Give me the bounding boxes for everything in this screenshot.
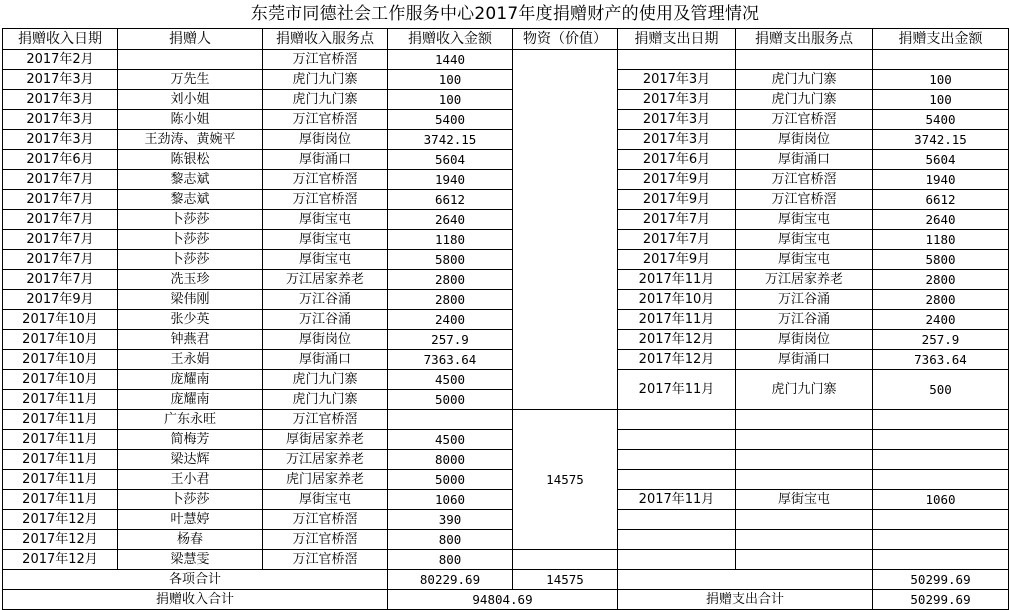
in-date-cell: 2017年12月 (3, 510, 118, 530)
in-date-cell: 2017年11月 (3, 490, 118, 510)
out-date-cell: 2017年6月 (618, 150, 736, 170)
donor-cell: 黎志斌 (118, 190, 263, 210)
donor-cell: 叶慧婷 (118, 510, 263, 530)
in-amount-cell: 6612 (388, 190, 513, 210)
out-amount-cell: 2800 (873, 290, 1009, 310)
in-date-cell: 2017年3月 (3, 130, 118, 150)
out-date-cell (618, 430, 736, 450)
donor-cell: 刘小姐 (118, 90, 263, 110)
out-date-cell (618, 530, 736, 550)
donor-cell: 陈银松 (118, 150, 263, 170)
in-amount-cell: 800 (388, 530, 513, 550)
in-date-cell: 2017年11月 (3, 450, 118, 470)
table-row (3, 270, 1009, 290)
in-amount-cell: 1060 (388, 490, 513, 510)
goods-cell (513, 550, 618, 570)
in-site-cell: 万江官桥滘 (263, 50, 388, 70)
table-row (3, 550, 1009, 570)
out-amount-cell: 2800 (873, 270, 1009, 290)
donor-cell: 王永娟 (118, 350, 263, 370)
donor-cell: 卜莎莎 (118, 230, 263, 250)
donor-cell: 梁伟刚 (118, 290, 263, 310)
subtotal-row (3, 570, 1009, 590)
in-site-cell: 万江官桥滘 (263, 530, 388, 550)
in-amount-cell: 5604 (388, 150, 513, 170)
header-row (3, 29, 1009, 50)
out-site-cell (736, 550, 873, 570)
in-site-cell: 厚街宝屯 (263, 490, 388, 510)
out-amount-cell: 6612 (873, 190, 1009, 210)
out-date-cell: 2017年7月 (618, 210, 736, 230)
in-amount-cell: 5000 (388, 390, 513, 410)
out-site-cell: 万江官桥滘 (736, 190, 873, 210)
out-site-cell: 虎门九门寨 (736, 370, 873, 410)
header-in-date: 捐赠收入日期 (3, 29, 118, 50)
out-site-cell: 厚街宝屯 (736, 210, 873, 230)
in-date-cell: 2017年6月 (3, 150, 118, 170)
table-row (3, 450, 1009, 470)
out-amount-cell (873, 50, 1009, 70)
table-row (3, 70, 1009, 90)
out-date-cell: 2017年3月 (618, 70, 736, 90)
in-date-cell: 2017年3月 (3, 110, 118, 130)
in-site-cell: 虎门九门寨 (263, 70, 388, 90)
table-row (3, 330, 1009, 350)
in-amount-cell: 8000 (388, 450, 513, 470)
in-amount-cell: 5000 (388, 470, 513, 490)
out-amount-cell: 2400 (873, 310, 1009, 330)
out-site-cell: 万江官桥滘 (736, 170, 873, 190)
donor-cell: 庞耀南 (118, 370, 263, 390)
donor-cell: 王小君 (118, 470, 263, 490)
table-row (3, 310, 1009, 330)
in-amount-cell: 2800 (388, 270, 513, 290)
in-date-cell: 2017年11月 (3, 410, 118, 430)
out-date-cell (618, 450, 736, 470)
out-site-cell (736, 430, 873, 450)
in-site-cell: 虎门居家养老 (263, 470, 388, 490)
out-amount-cell: 5800 (873, 250, 1009, 270)
out-date-cell: 2017年11月 (618, 490, 736, 510)
in-date-cell: 2017年11月 (3, 470, 118, 490)
in-site-cell: 厚街宝屯 (263, 210, 388, 230)
donor-cell: 广东永旺 (118, 410, 263, 430)
table-row (3, 250, 1009, 270)
out-site-cell (736, 530, 873, 550)
donor-cell: 钟燕君 (118, 330, 263, 350)
out-site-cell (736, 410, 873, 430)
in-site-cell: 厚街岗位 (263, 130, 388, 150)
subtotal-goods: 14575 (513, 570, 618, 590)
out-site-cell: 厚街岗位 (736, 330, 873, 350)
in-amount-cell: 2400 (388, 310, 513, 330)
in-site-cell: 虎门九门寨 (263, 370, 388, 390)
table-row (3, 370, 1009, 390)
in-date-cell: 2017年7月 (3, 190, 118, 210)
out-amount-cell: 5604 (873, 150, 1009, 170)
header-out-site: 捐赠支出服务点 (736, 29, 873, 50)
in-date-cell: 2017年7月 (3, 210, 118, 230)
table-row (3, 170, 1009, 190)
out-amount-cell: 1180 (873, 230, 1009, 250)
out-site-cell: 厚街宝屯 (736, 490, 873, 510)
subtotal-blank (618, 570, 873, 590)
header-out-date: 捐赠支出日期 (618, 29, 736, 50)
out-date-cell (618, 50, 736, 70)
in-amount-cell: 3742.15 (388, 130, 513, 150)
goods-cell (513, 50, 618, 410)
donor-cell: 卜莎莎 (118, 250, 263, 270)
in-date-cell: 2017年3月 (3, 90, 118, 110)
donor-cell: 梁达辉 (118, 450, 263, 470)
in-date-cell: 2017年7月 (3, 230, 118, 250)
out-amount-cell (873, 530, 1009, 550)
table-row (3, 510, 1009, 530)
grand-total-out-label: 捐赠支出合计 (618, 590, 873, 610)
subtotal-label: 各项合计 (3, 570, 388, 590)
in-date-cell: 2017年10月 (3, 310, 118, 330)
in-date-cell: 2017年12月 (3, 530, 118, 550)
out-date-cell: 2017年9月 (618, 170, 736, 190)
in-site-cell: 万江官桥滘 (263, 110, 388, 130)
out-amount-cell: 100 (873, 70, 1009, 90)
donor-cell: 简梅芳 (118, 430, 263, 450)
out-date-cell (618, 510, 736, 530)
out-site-cell (736, 510, 873, 530)
in-site-cell: 厚街居家养老 (263, 430, 388, 450)
in-date-cell: 2017年11月 (3, 430, 118, 450)
in-amount-cell: 1180 (388, 230, 513, 250)
in-date-cell: 2017年9月 (3, 290, 118, 310)
table-row (3, 490, 1009, 510)
out-date-cell: 2017年11月 (618, 310, 736, 330)
table-row (3, 430, 1009, 450)
out-date-cell: 2017年3月 (618, 110, 736, 130)
donor-cell: 冼玉珍 (118, 270, 263, 290)
table-row (3, 350, 1009, 370)
out-date-cell: 2017年3月 (618, 90, 736, 110)
table-row (3, 410, 1009, 430)
out-date-cell (618, 410, 736, 430)
donor-cell: 庞耀南 (118, 390, 263, 410)
in-date-cell: 2017年10月 (3, 330, 118, 350)
in-date-cell: 2017年7月 (3, 250, 118, 270)
in-amount-cell (388, 410, 513, 430)
in-date-cell: 2017年3月 (3, 70, 118, 90)
out-site-cell: 万江官桥滘 (736, 110, 873, 130)
out-site-cell: 虎门九门寨 (736, 70, 873, 90)
grand-total-out-value: 50299.69 (873, 590, 1009, 610)
out-site-cell (736, 470, 873, 490)
header-in-amount: 捐赠收入金额 (388, 29, 513, 50)
donor-cell: 陈小姐 (118, 110, 263, 130)
out-date-cell: 2017年3月 (618, 130, 736, 150)
table-row (3, 470, 1009, 490)
grand-total-row (3, 590, 1009, 610)
in-site-cell: 万江居家养老 (263, 270, 388, 290)
donor-cell: 梁慧雯 (118, 550, 263, 570)
out-date-cell: 2017年7月 (618, 230, 736, 250)
out-site-cell: 厚街涌口 (736, 350, 873, 370)
table-row (3, 110, 1009, 130)
out-amount-cell: 2640 (873, 210, 1009, 230)
in-amount-cell: 800 (388, 550, 513, 570)
donation-table (2, 28, 1009, 610)
in-amount-cell: 257.9 (388, 330, 513, 350)
in-date-cell: 2017年2月 (3, 50, 118, 70)
in-site-cell: 厚街涌口 (263, 150, 388, 170)
table-row (3, 230, 1009, 250)
in-site-cell: 厚街宝屯 (263, 250, 388, 270)
in-amount-cell: 100 (388, 70, 513, 90)
in-site-cell: 厚街岗位 (263, 330, 388, 350)
in-site-cell: 万江居家养老 (263, 450, 388, 470)
in-amount-cell: 7363.64 (388, 350, 513, 370)
in-amount-cell: 5400 (388, 110, 513, 130)
in-site-cell: 万江官桥滘 (263, 510, 388, 530)
table-row (3, 50, 1009, 70)
in-amount-cell: 5800 (388, 250, 513, 270)
subtotal-out-amount: 50299.69 (873, 570, 1009, 590)
table-row (3, 90, 1009, 110)
donor-cell: 卜莎莎 (118, 490, 263, 510)
out-amount-cell: 500 (873, 370, 1009, 410)
in-amount-cell: 1440 (388, 50, 513, 70)
out-site-cell (736, 450, 873, 470)
in-site-cell: 万江谷涌 (263, 290, 388, 310)
in-amount-cell: 4500 (388, 370, 513, 390)
out-amount-cell: 257.9 (873, 330, 1009, 350)
donor-cell: 张少英 (118, 310, 263, 330)
in-site-cell: 万江谷涌 (263, 310, 388, 330)
in-date-cell: 2017年11月 (3, 390, 118, 410)
out-amount-cell: 1940 (873, 170, 1009, 190)
donor-cell: 杨春 (118, 530, 263, 550)
donor-cell: 万先生 (118, 70, 263, 90)
out-amount-cell (873, 430, 1009, 450)
header-out-amount: 捐赠支出金额 (873, 29, 1009, 50)
in-date-cell: 2017年7月 (3, 170, 118, 190)
header-donor: 捐赠人 (118, 29, 263, 50)
in-amount-cell: 4500 (388, 430, 513, 450)
out-site-cell: 厚街宝屯 (736, 230, 873, 250)
in-amount-cell: 1940 (388, 170, 513, 190)
table-row (3, 530, 1009, 550)
in-amount-cell: 2640 (388, 210, 513, 230)
out-site-cell: 厚街宝屯 (736, 250, 873, 270)
in-amount-cell: 100 (388, 90, 513, 110)
out-site-cell: 虎门九门寨 (736, 90, 873, 110)
in-site-cell: 万江官桥滘 (263, 170, 388, 190)
out-date-cell (618, 470, 736, 490)
table-row (3, 150, 1009, 170)
out-date-cell: 2017年11月 (618, 270, 736, 290)
out-date-cell: 2017年12月 (618, 330, 736, 350)
out-date-cell: 2017年10月 (618, 290, 736, 310)
table-row (3, 290, 1009, 310)
donor-cell: 王劲涛、黄婉平 (118, 130, 263, 150)
grand-total-in-label: 捐赠收入合计 (3, 590, 388, 610)
in-date-cell: 2017年12月 (3, 550, 118, 570)
in-date-cell: 2017年7月 (3, 270, 118, 290)
donor-cell: 卜莎莎 (118, 210, 263, 230)
in-date-cell: 2017年10月 (3, 350, 118, 370)
in-site-cell: 虎门九门寨 (263, 390, 388, 410)
out-amount-cell (873, 410, 1009, 430)
out-amount-cell: 7363.64 (873, 350, 1009, 370)
table-row (3, 190, 1009, 210)
header-goods: 物资（价值） (513, 29, 618, 50)
in-site-cell: 虎门九门寨 (263, 90, 388, 110)
out-amount-cell (873, 510, 1009, 530)
page-title: 东莞市同德社会工作服务中心2017年度捐赠财产的使用及管理情况 (250, 4, 760, 24)
out-amount-cell: 100 (873, 90, 1009, 110)
subtotal-in-amount: 80229.69 (388, 570, 513, 590)
out-amount-cell (873, 470, 1009, 490)
out-amount-cell: 1060 (873, 490, 1009, 510)
out-date-cell: 2017年9月 (618, 250, 736, 270)
out-site-cell: 万江居家养老 (736, 270, 873, 290)
donor-cell (118, 50, 263, 70)
grand-total-in-value: 94804.69 (388, 590, 618, 610)
table-row (3, 130, 1009, 150)
in-date-cell: 2017年10月 (3, 370, 118, 390)
out-date-cell (618, 550, 736, 570)
out-site-cell: 万江谷涌 (736, 290, 873, 310)
out-amount-cell (873, 450, 1009, 470)
out-site-cell: 万江谷涌 (736, 310, 873, 330)
out-amount-cell: 3742.15 (873, 130, 1009, 150)
out-date-cell: 2017年12月 (618, 350, 736, 370)
table-row (3, 210, 1009, 230)
out-date-cell: 2017年11月 (618, 370, 736, 410)
header-in-site: 捐赠收入服务点 (263, 29, 388, 50)
donor-cell: 黎志斌 (118, 170, 263, 190)
in-site-cell: 厚街宝屯 (263, 230, 388, 250)
in-site-cell: 万江官桥滘 (263, 190, 388, 210)
in-amount-cell: 390 (388, 510, 513, 530)
out-site-cell: 厚街涌口 (736, 150, 873, 170)
out-date-cell: 2017年9月 (618, 190, 736, 210)
in-amount-cell: 2800 (388, 290, 513, 310)
in-site-cell: 厚街涌口 (263, 350, 388, 370)
in-site-cell: 万江官桥滘 (263, 410, 388, 430)
out-amount-cell: 5400 (873, 110, 1009, 130)
goods-cell: 14575 (513, 410, 618, 550)
in-site-cell: 万江官桥滘 (263, 550, 388, 570)
out-site-cell (736, 50, 873, 70)
out-amount-cell (873, 550, 1009, 570)
out-site-cell: 厚街岗位 (736, 130, 873, 150)
